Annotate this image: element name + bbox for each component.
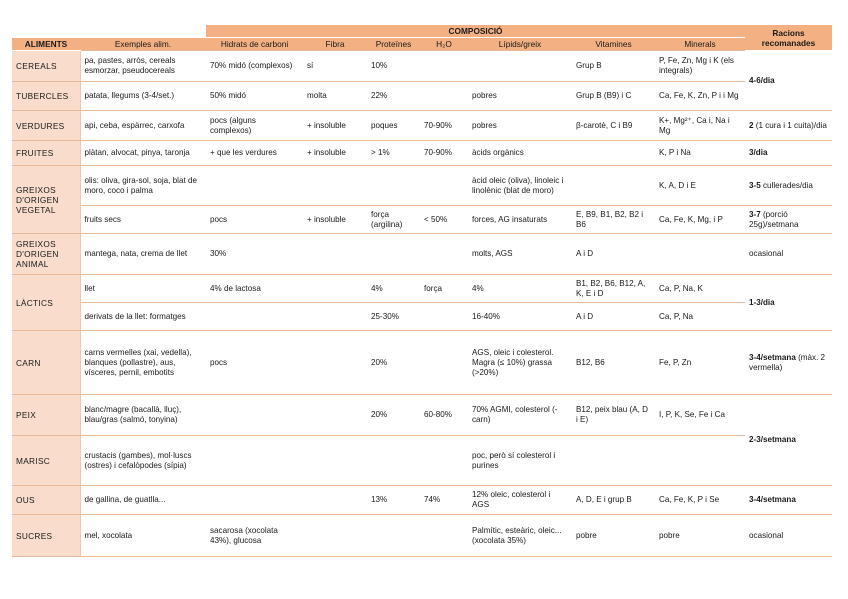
group-marisc: MARISC [12, 436, 80, 486]
cell-fibra [303, 234, 367, 275]
group-fruites: FRUITES [12, 141, 80, 166]
cell-vitamines [572, 141, 655, 166]
table-row [12, 275, 832, 303]
group-greixos-vegetal: GREIXOS D'ORIGEN VEGETAL [12, 166, 80, 234]
cell-proteines: força (argilina) [367, 206, 420, 234]
cell-minerals: K, A, D i E [655, 166, 745, 206]
cell-proteines: 25-30% [367, 303, 420, 331]
group-cereals: CEREALS [12, 51, 80, 82]
cell-proteines: 20% [367, 395, 420, 436]
cell-fibra [303, 303, 367, 331]
cell-proteines [367, 436, 420, 486]
col-minerals: Minerals [655, 38, 745, 51]
composicio-header: COMPOSICIÓ [206, 25, 745, 38]
cell-minerals: Ca, Fe, K, Mg, i P [655, 206, 745, 234]
cell-exemples: olis: oliva, gira-sol, soja, blat de moro, coco i palma [80, 166, 206, 206]
table-row [12, 166, 832, 206]
cell-exemples: fruits secs [80, 206, 206, 234]
cell-vitamines [572, 166, 655, 206]
cell-exemples: patata, llegums (3-4/set.) [80, 82, 206, 111]
cell-h2o [420, 515, 468, 557]
cell-lipids: molts, AGS [468, 234, 572, 275]
cell-minerals: Ca, P, Na [655, 303, 745, 331]
cell-lipids: àcid oleic (oliva), linoleic i linolènic (blat de moro) [468, 166, 572, 206]
nutrition-table [12, 25, 832, 557]
col-hidrats: Hidrats de carboni [206, 38, 303, 51]
cell-lipids: forces, AG insaturats [468, 206, 572, 234]
group-greixos-animal: GREIXOS D'ORIGEN ANIMAL [12, 234, 80, 275]
racions-fruites: 3/dia [745, 141, 832, 166]
cell-minerals: pobre [655, 515, 745, 557]
cell-h2o: 60-80% [420, 395, 468, 436]
cell-minerals [655, 436, 745, 486]
header-row-columns [12, 38, 832, 51]
cell-lipids: 12% oleic, colesterol i AGS [468, 486, 572, 515]
cell-proteines: poques [367, 111, 420, 141]
cell-exemples: derivats de la llet: formatges [80, 303, 206, 331]
group-lactics: LÀCTICS [12, 275, 80, 331]
cell-fibra [303, 166, 367, 206]
racions-sucres: ocasional [745, 515, 832, 557]
table-row [12, 111, 832, 141]
cell-proteines: 4% [367, 275, 420, 303]
table-row [12, 436, 832, 486]
racions-olis: 3-5 cullerades/dia [745, 166, 832, 206]
cell-lipids: 70% AGMI, colesterol (- carn) [468, 395, 572, 436]
col-exemples: Exemples alim. [80, 38, 206, 51]
cell-proteines [367, 234, 420, 275]
cell-vitamines: B12, B6 [572, 331, 655, 395]
table-row [12, 303, 832, 331]
cell-vitamines [572, 436, 655, 486]
cell-vitamines: E, B9, B1, B2, B2 i B6 [572, 206, 655, 234]
cell-vitamines: B12, peix blau (A, D i E) [572, 395, 655, 436]
cell-fibra: + insoluble [303, 111, 367, 141]
table-row [12, 486, 832, 515]
cell-fibra: molta [303, 82, 367, 111]
cell-vitamines: A, D, E i grup B [572, 486, 655, 515]
cell-hidrats: 4% de lactosa [206, 275, 303, 303]
cell-h2o [420, 51, 468, 82]
cell-hidrats [206, 166, 303, 206]
cell-h2o: 74% [420, 486, 468, 515]
cell-lipids: àcids orgànics [468, 141, 572, 166]
col-proteines: Proteïnes [367, 38, 420, 51]
cell-vitamines: A i D [572, 234, 655, 275]
nutrition-table-wrapper [12, 25, 832, 557]
cell-minerals: Ca, Fe, K, P i Se [655, 486, 745, 515]
cell-h2o [420, 234, 468, 275]
cell-exemples: blanc/magre (bacallà, lluç), blau/gras (salmó, tonyina) [80, 395, 206, 436]
group-sucres: SUCRES [12, 515, 80, 557]
cell-fibra: sí [303, 51, 367, 82]
cell-lipids: pobres [468, 111, 572, 141]
cell-lipids: poc, però sí colesterol i purines [468, 436, 572, 486]
table-row [12, 206, 832, 234]
cell-fibra [303, 486, 367, 515]
group-verdures: VERDURES [12, 111, 80, 141]
racions-header: Racions recomanades [745, 25, 832, 51]
cell-vitamines: Grup B (B9) i C [572, 82, 655, 111]
cell-vitamines: A i D [572, 303, 655, 331]
group-tubercles: TUBERCLES [12, 82, 80, 111]
cell-h2o [420, 303, 468, 331]
cell-h2o [420, 436, 468, 486]
cell-vitamines: pobre [572, 515, 655, 557]
cell-h2o: 70-90% [420, 141, 468, 166]
cell-hidrats [206, 436, 303, 486]
cell-proteines: 13% [367, 486, 420, 515]
cell-hidrats: 30% [206, 234, 303, 275]
cell-exemples: mantega, nata, crema de llet [80, 234, 206, 275]
cell-lipids: 4% [468, 275, 572, 303]
cell-hidrats: pocs [206, 206, 303, 234]
cell-minerals: Ca, P, Na, K [655, 275, 745, 303]
cell-fibra [303, 436, 367, 486]
cell-proteines: 10% [367, 51, 420, 82]
table-row [12, 82, 832, 111]
table-row [12, 515, 832, 557]
cell-exemples: de gallina, de guatlla... [80, 486, 206, 515]
racions-verdures: 2 (1 cura i 1 cuita)/dia [745, 111, 832, 141]
cell-fibra: + insoluble [303, 206, 367, 234]
table-row [12, 234, 832, 275]
cell-exemples: mel, xocolata [80, 515, 206, 557]
cell-fibra: + insoluble [303, 141, 367, 166]
cell-minerals: Ca, Fe, K, Zn, P i i Mg [655, 82, 745, 111]
table-row [12, 395, 832, 436]
cell-proteines: 22% [367, 82, 420, 111]
table-row [12, 141, 832, 166]
group-ous: OUS [12, 486, 80, 515]
cell-hidrats: pocs [206, 331, 303, 395]
group-carn: CARN [12, 331, 80, 395]
cell-minerals [655, 234, 745, 275]
col-fibra: Fibra [303, 38, 367, 51]
cell-fibra [303, 275, 367, 303]
col-vitamines: Vitamines [572, 38, 655, 51]
cell-hidrats [206, 303, 303, 331]
cell-h2o [420, 166, 468, 206]
racions-greixos-animal: ocasional [745, 234, 832, 275]
cell-lipids: pobres [468, 82, 572, 111]
racions-fruits-secs: 3-7 (porció 25g)/setmana [745, 206, 832, 234]
cell-lipids: Palmític, esteàric, oleic... (xocolata 35%) [468, 515, 572, 557]
col-h2o: H₂O [420, 38, 468, 51]
table-row [12, 331, 832, 395]
cell-fibra [303, 331, 367, 395]
cell-exemples: api, ceba, espàrrec, carxofa [80, 111, 206, 141]
cell-vitamines: B1, B2, B6, B12, A, K, E i D [572, 275, 655, 303]
cell-exemples: carns vermelles (xai, vedella), blanques (pollastre), aus, vísceres, pernil, embotits [80, 331, 206, 395]
cell-lipids: AGS, oleic i colesterol. Magra (≤ 10%) grassa (>20%) [468, 331, 572, 395]
col-aliments: ALIMENTS [12, 38, 80, 51]
cell-fibra [303, 395, 367, 436]
col-lipids: Lípids/greix [468, 38, 572, 51]
cell-minerals: I, P, K, Se, Fe i Ca [655, 395, 745, 436]
cell-proteines: 20% [367, 331, 420, 395]
racions-carn: 3-4/setmana (màx. 2 vermella) [745, 331, 832, 395]
cell-vitamines: β-carotè, C i B9 [572, 111, 655, 141]
cell-proteines [367, 515, 420, 557]
cell-proteines [367, 166, 420, 206]
racions-peix-marisc: 2-3/setmana [745, 395, 832, 486]
cell-hidrats: 50% midó [206, 82, 303, 111]
cell-minerals: Fe, P, Zn [655, 331, 745, 395]
cell-exemples: pa, pastes, arròs, cereals esmorzar, pseudocereals [80, 51, 206, 82]
group-peix: PEIX [12, 395, 80, 436]
cell-minerals: K, P i Na [655, 141, 745, 166]
cell-h2o: força [420, 275, 468, 303]
header-row-top [12, 25, 832, 38]
cell-minerals: P, Fe, Zn, Mg i K (els integrals) [655, 51, 745, 82]
racions-ous: 3-4/setmana [745, 486, 832, 515]
table-row [12, 51, 832, 82]
cell-minerals: K+, Mg²⁺, Ca i, Na i Mg [655, 111, 745, 141]
cell-exemples: plàtan, alvocat, pinya, taronja [80, 141, 206, 166]
cell-vitamines: Grup B [572, 51, 655, 82]
cell-hidrats: pocs (alguns complexos) [206, 111, 303, 141]
cell-fibra [303, 515, 367, 557]
cell-h2o: 70-90% [420, 111, 468, 141]
cell-lipids: 16-40% [468, 303, 572, 331]
header-spacer [12, 25, 206, 38]
cell-hidrats [206, 486, 303, 515]
cell-lipids [468, 51, 572, 82]
cell-exemples: llet [80, 275, 206, 303]
cell-hidrats [206, 395, 303, 436]
cell-proteines: > 1% [367, 141, 420, 166]
cell-hidrats: + que les verdures [206, 141, 303, 166]
cell-exemples: crustacis (gambes), mol·luscs (ostres) i cefalòpodes (sípia) [80, 436, 206, 486]
cell-h2o: < 50% [420, 206, 468, 234]
racions-cereals-tubercles: 4-6/dia [745, 51, 832, 111]
cell-hidrats: 70% midó (complexos) [206, 51, 303, 82]
cell-h2o [420, 82, 468, 111]
racions-lactics: 1-3/dia [745, 275, 832, 331]
cell-h2o [420, 331, 468, 395]
cell-hidrats: sacarosa (xocolata 43%), glucosa [206, 515, 303, 557]
